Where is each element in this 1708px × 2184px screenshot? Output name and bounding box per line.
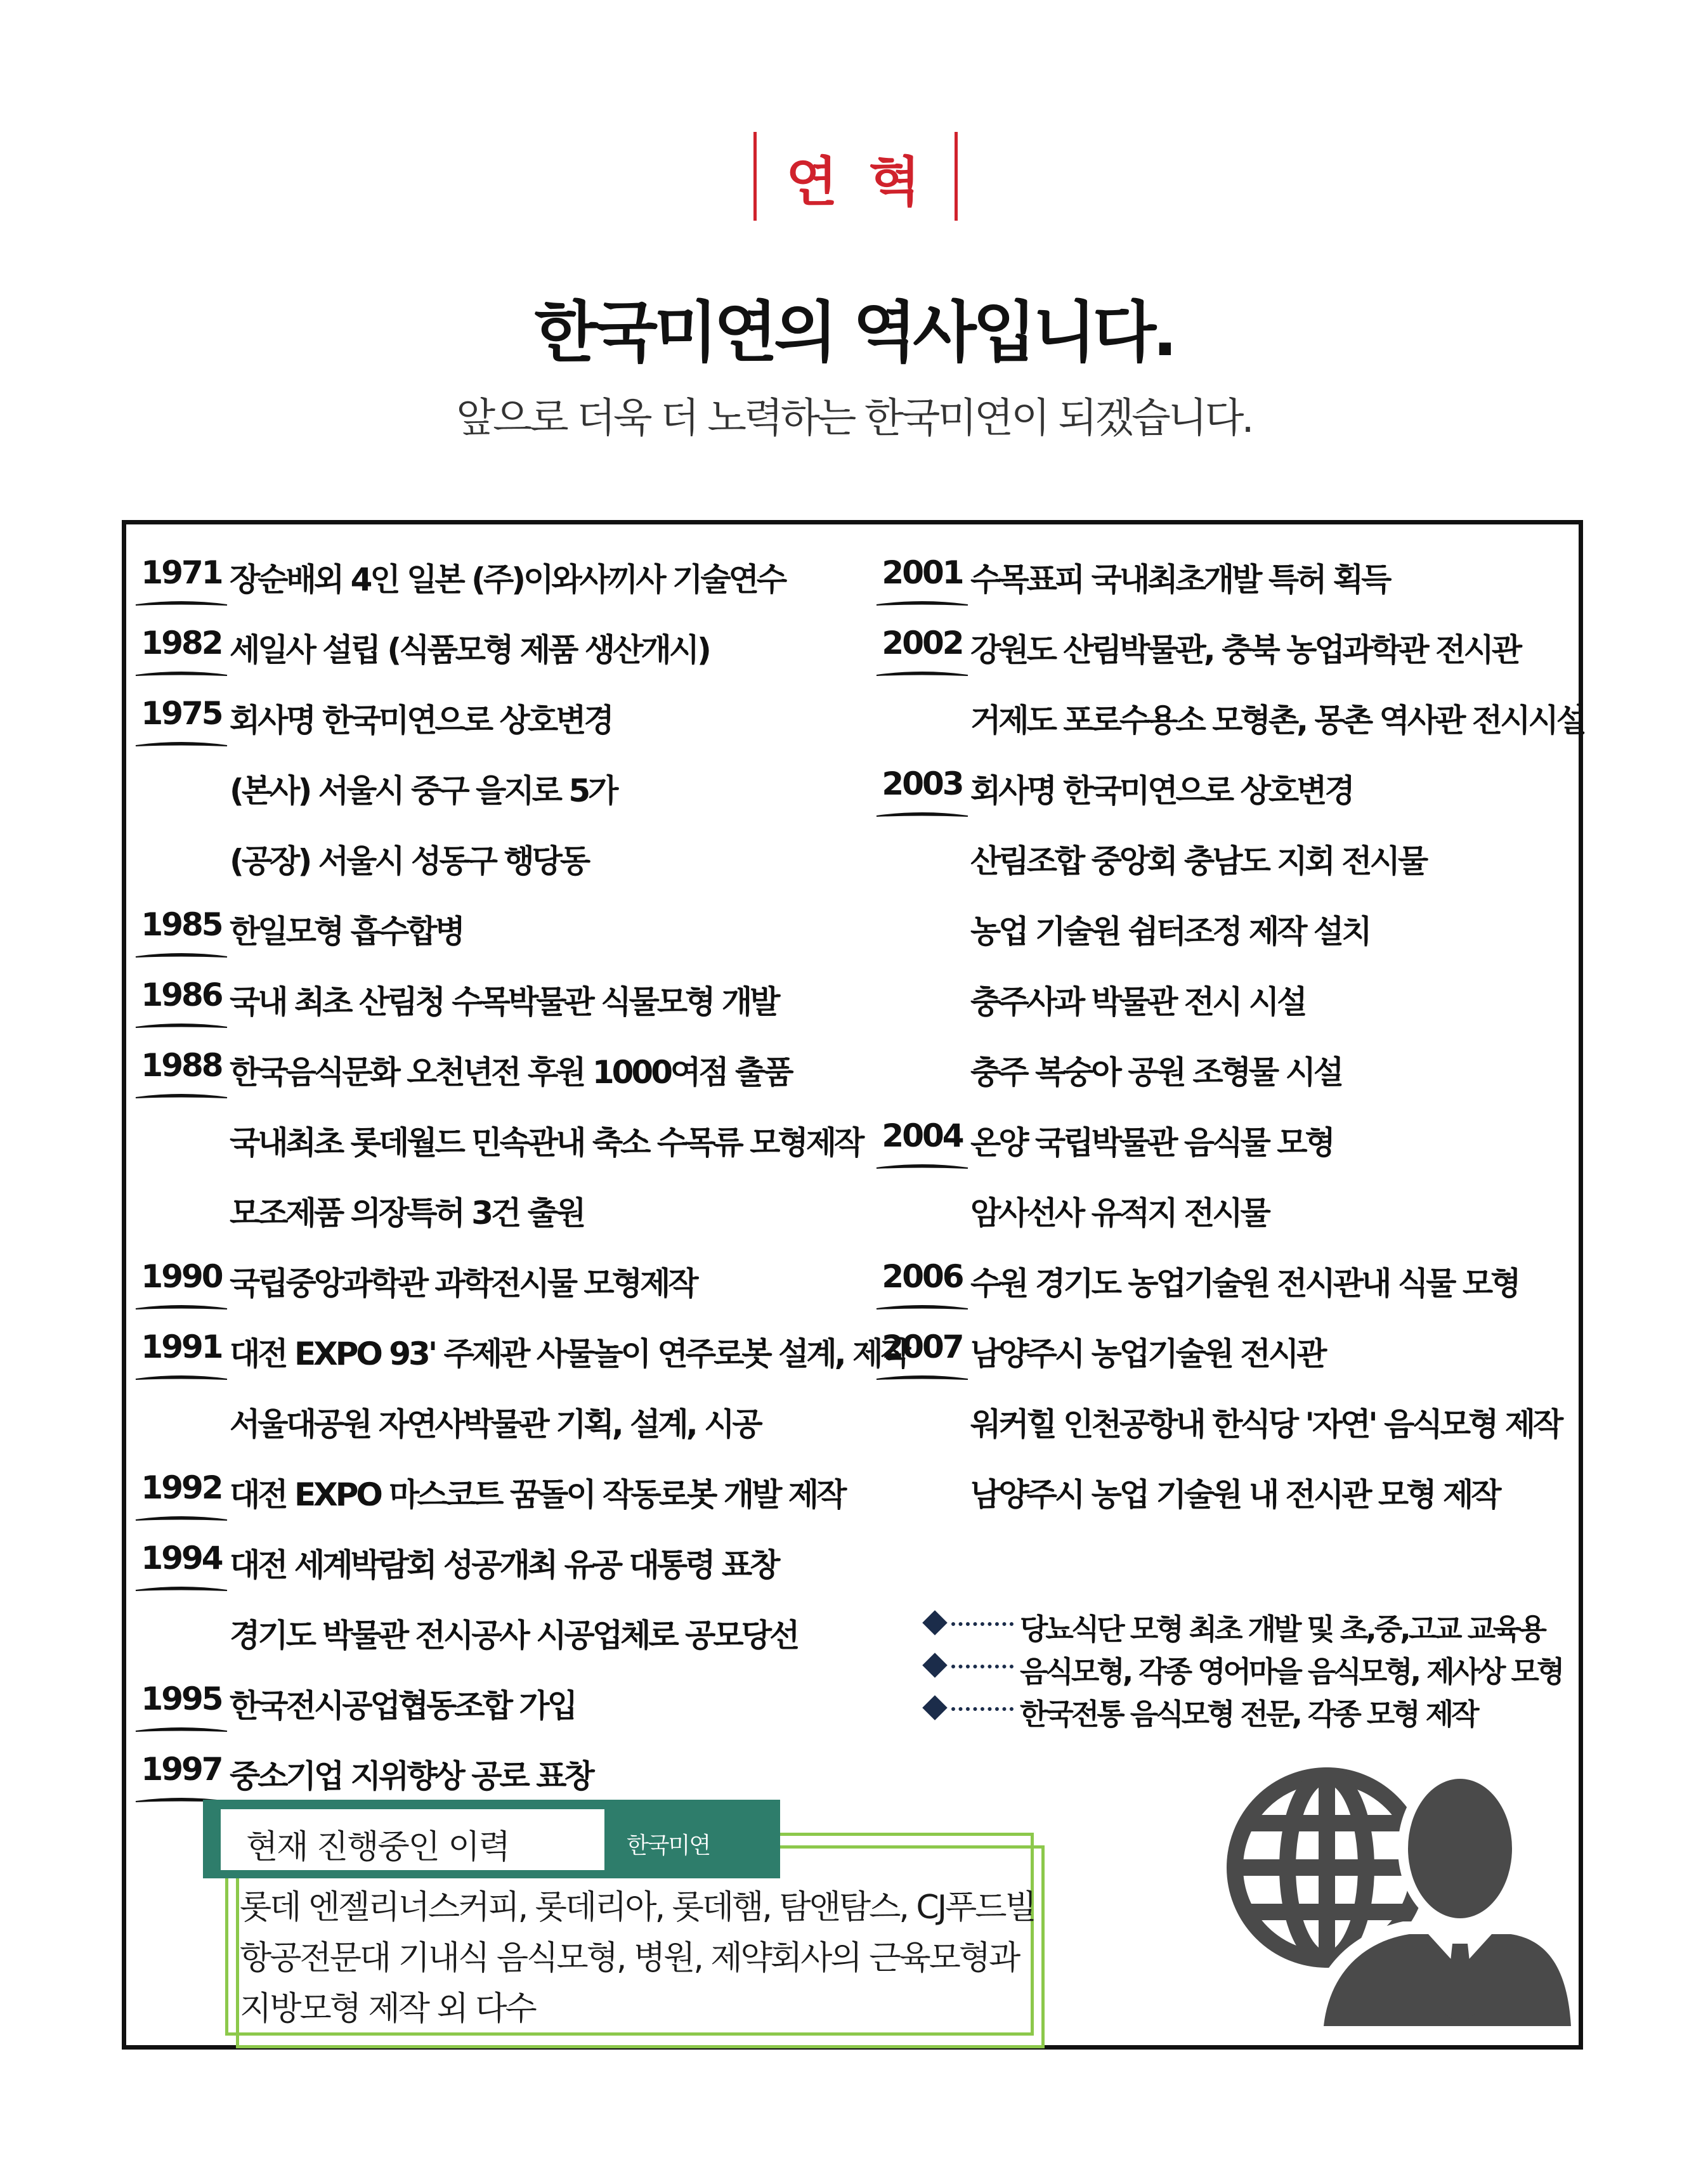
timeline-text: 대전 EXPO 마스코트 꿈돌이 작동로봇 개발 제작 — [230, 1476, 845, 1513]
note-text: 당뇨식단 모형 최초 개발 및 초,중,고교 교육용 — [1020, 1612, 1544, 1646]
timeline-year: 2002 — [882, 625, 963, 661]
year-underline — [133, 1584, 230, 1597]
year-underline — [874, 599, 970, 611]
current-tab-label: 현재 진행중인 이력 — [246, 1828, 509, 1866]
timeline-text: 회사명 한국미연으로 상호변경 — [230, 702, 612, 739]
timeline-text: (본사) 서울시 중구 을지로 5가 — [230, 772, 616, 809]
timeline-text: 암사선사 유적지 전시물 — [970, 1195, 1268, 1232]
year-underline — [874, 1303, 970, 1315]
year-underline — [133, 1021, 230, 1034]
timeline-text: 국내 최초 산림청 수목박물관 식물모형 개발 — [230, 984, 778, 1020]
current-line: 롯데 엔젤리너스커피, 롯데리아, 롯데햄, 탐앤탐스, CJ푸드빌 — [240, 1888, 1035, 1927]
page-subtitle: 앞으로 더욱 더 노력하는 한국미연이 되겠습니다. — [456, 395, 1252, 442]
timeline-text: 온양 국립박물관 음식물 모형 — [970, 1124, 1333, 1161]
timeline-year: 1982 — [141, 625, 222, 661]
timeline-text: 대전 세계박람회 성공개최 유공 대통령 표창 — [230, 1547, 778, 1583]
timeline-text: 국립중앙과학관 과학전시물 모형제작 — [230, 1265, 696, 1302]
year-underline — [133, 1091, 230, 1104]
timeline-year: 2007 — [882, 1329, 963, 1365]
timeline-text: 대전 EXPO 93' 주제관 사물놀이 연주로봇 설계, 제작 — [230, 1336, 909, 1372]
timeline-text: 남양주시 농업 기술원 내 전시관 모형 제작 — [970, 1476, 1499, 1513]
note-text: 음식모형, 각종 영어마을 음식모형, 제사상 모형 — [1020, 1654, 1563, 1689]
timeline-year: 1992 — [141, 1469, 222, 1506]
current-line: 항공전문대 기내식 음식모형, 병원, 제약회사의 근육모형과 — [240, 1939, 1019, 1977]
current-line: 지방모형 제작 외 다수 — [240, 1990, 535, 2028]
timeline-text: 모조제품 의장특허 3건 출원 — [230, 1195, 584, 1232]
timeline-text: 수목표피 국내최초개발 특허 획득 — [970, 561, 1390, 598]
year-underline — [133, 1373, 230, 1386]
timeline-text: 회사명 한국미연으로 상호변경 — [970, 772, 1353, 809]
year-underline — [874, 810, 970, 822]
year-underline — [874, 1373, 970, 1386]
timeline-text: 강원도 산림박물관, 충북 농업과학관 전시관 — [970, 632, 1520, 668]
section-label: 연 혁 — [786, 151, 927, 213]
timeline-year: 2006 — [882, 1258, 963, 1295]
dotted-leader — [951, 1622, 1014, 1626]
businessman-globe-icon — [1213, 1760, 1574, 2026]
dotted-leader — [951, 1665, 1014, 1668]
timeline-text: (공장) 서울시 성동구 행당동 — [230, 843, 589, 880]
timeline-text: 수원 경기도 농업기술원 전시관내 식물 모형 — [970, 1265, 1519, 1302]
timeline-year: 1995 — [141, 1680, 222, 1717]
timeline-year: 1971 — [141, 554, 222, 591]
year-underline — [874, 1162, 970, 1174]
timeline-year: 1985 — [141, 906, 222, 943]
timeline-text: 산림조합 중앙회 충남도 지회 전시물 — [970, 843, 1426, 880]
year-underline — [133, 599, 230, 611]
timeline-year: 1991 — [141, 1329, 222, 1365]
timeline-text: 한일모형 흡수합병 — [230, 913, 463, 950]
current-company-label: 한국미연 — [627, 1833, 710, 1859]
timeline-year: 1994 — [141, 1540, 222, 1576]
timeline-text: 국내최초 롯데월드 민속관내 축소 수목류 모형제작 — [230, 1124, 863, 1161]
timeline-text: 경기도 박물관 전시공사 시공업체로 공모당선 — [230, 1617, 798, 1654]
timeline-year: 2003 — [882, 765, 963, 802]
year-underline — [133, 951, 230, 963]
page-title: 한국미연의 역사입니다. — [534, 294, 1174, 371]
timeline-year: 1997 — [141, 1751, 222, 1788]
timeline-year: 2004 — [882, 1117, 963, 1154]
year-underline — [133, 739, 230, 752]
header-left-bar — [753, 132, 757, 221]
timeline-text: 워커힐 인천공항내 한식당 '자연' 음식모형 제작 — [970, 1406, 1561, 1443]
timeline-text: 서울대공원 자연사박물관 기획, 설계, 시공 — [230, 1406, 760, 1443]
timeline-text: 한국음식문화 오천년전 후원 1000여점 출품 — [230, 1054, 792, 1091]
timeline-year: 2001 — [882, 554, 963, 591]
year-underline — [874, 669, 970, 682]
timeline-year: 1975 — [141, 695, 222, 732]
note-text: 한국전통 음식모형 전문, 각종 모형 제작 — [1020, 1697, 1477, 1731]
timeline-text: 중소기업 지위향상 공로 표창 — [230, 1758, 592, 1795]
year-underline — [133, 1725, 230, 1738]
year-underline — [133, 1303, 230, 1315]
timeline-text: 한국전시공업협동조합 가입 — [230, 1687, 576, 1724]
timeline-text: 장순배외 4인 일본 (주)이와사끼사 기술연수 — [230, 561, 785, 598]
year-underline — [133, 669, 230, 682]
timeline-text: 농업 기술원 쉼터조정 제작 설치 — [970, 913, 1370, 950]
timeline-text: 세일사 설립 (식품모형 제품 생산개시) — [230, 632, 709, 668]
timeline-year: 1988 — [141, 1047, 222, 1084]
timeline-text: 충주 복숭아 공원 조형물 시설 — [970, 1054, 1342, 1091]
timeline-text: 거제도 포로수용소 모형촌, 몽촌 역사관 전시시설 — [970, 702, 1585, 739]
year-underline — [133, 1514, 230, 1526]
timeline-text: 남양주시 농업기술원 전시관 — [970, 1336, 1325, 1372]
dotted-leader — [951, 1707, 1014, 1711]
timeline-text: 충주사과 박물관 전시 시설 — [970, 984, 1305, 1020]
header-right-bar — [955, 132, 958, 221]
timeline-year: 1990 — [141, 1258, 222, 1295]
timeline-year: 1986 — [141, 977, 222, 1013]
